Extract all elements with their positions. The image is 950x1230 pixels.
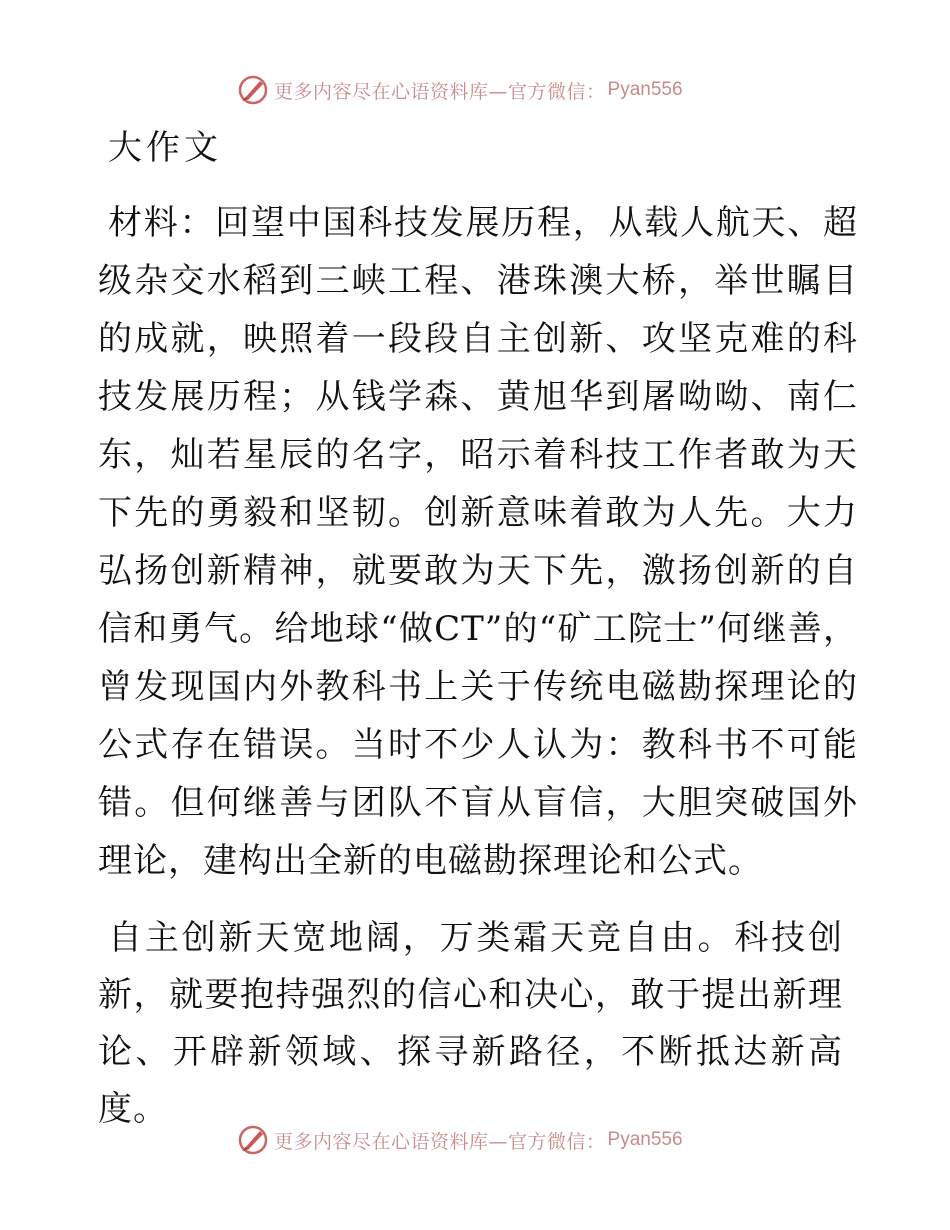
paragraph-conclusion: 自主创新天宽地阔，万类霜天竞自由。科技创新，就要抱持强烈的信心和决心，敢于提出新理论、开辟新领域、探寻新路径，不断抵达新高度。 bbox=[98, 918, 843, 1129]
watermark-wechat-id: Pyan556 bbox=[607, 79, 683, 100]
brush-logo-icon bbox=[236, 1123, 270, 1157]
watermark-wechat-id: Pyan556 bbox=[607, 1129, 683, 1150]
watermark-text: 更多内容尽在心语资料库—官方微信： bbox=[274, 1130, 606, 1153]
document-title: 大作文 bbox=[108, 128, 222, 168]
watermark-header bbox=[236, 72, 683, 108]
paragraph-material: 材料：回望中国科技发展历程，从载人航天、超级杂交水稻到三峡工程、港珠澳大桥，举世瞩目的成就，映照着一段段自主创新、攻坚克难的科技发展历程；从钱学森、黄旭华到屠呦呦、南仁东，灿若星辰的名字，昭示着科技工作者敢为天下先的勇毅和坚韧。创新意味着敢为人先。大力弘扬创新精神，就要敢为天下先，激扬创新的自信和勇气。给地球“做CT”的“矿工院士”何继善，曾发现国内外教科书上关于传统电磁勘探理论的公式存在错误。当时不少人认为：教科书不可能错。但何继善与团队不盲从盲信，大胆突破国外理论，建构出全新的电磁勘探理论和公式。 bbox=[98, 203, 858, 881]
watermark-text: 更多内容尽在心语资料库—官方微信： bbox=[274, 80, 606, 103]
brush-logo-icon bbox=[236, 73, 270, 107]
watermark-footer bbox=[236, 1122, 683, 1158]
